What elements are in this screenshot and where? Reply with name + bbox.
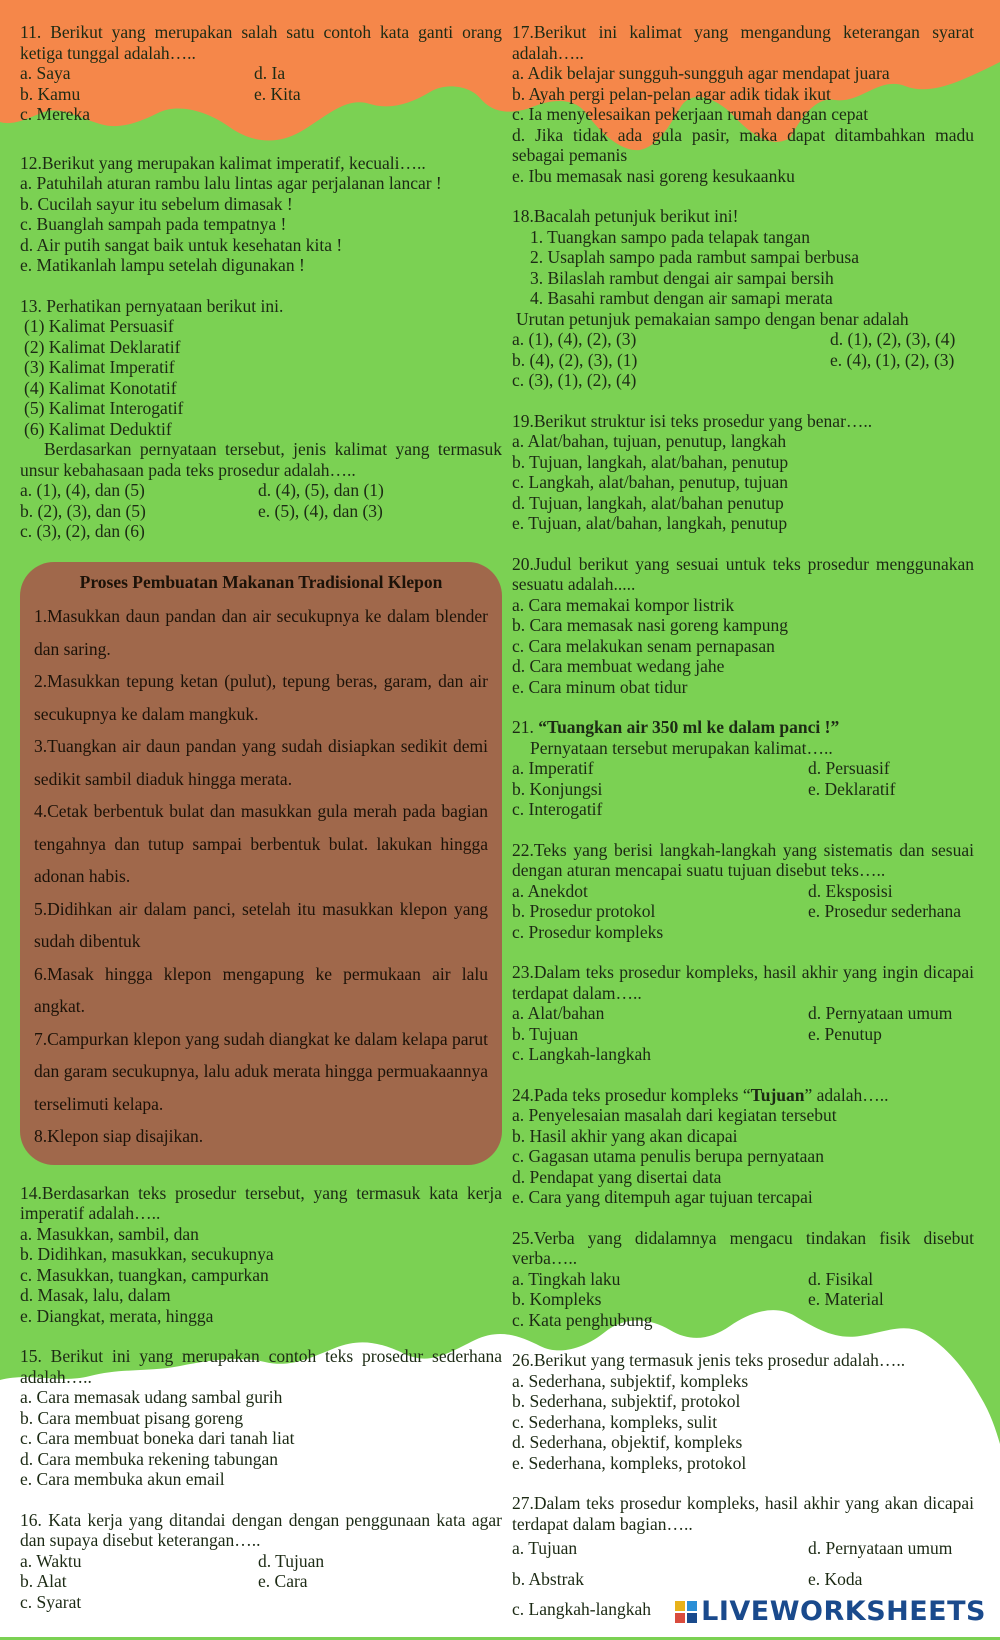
- liveworksheets-logo-icon: [675, 1601, 697, 1623]
- question-18-item: 2. Usaplah sampo pada rambut sampai berbusa: [530, 247, 860, 267]
- question-18-item: 3. Bilaslah rambut dengai air sampai bersih: [530, 267, 834, 288]
- question-23-option-c[interactable]: c. Langkah-langkah: [512, 1044, 651, 1064]
- klepon-step: 2.Masukkan tepung ketan (pulut), tepung beras, garam, dan air secukupnya ke dalam mangkuk.: [34, 671, 488, 724]
- question-17-option-d[interactable]: d. Jika tidak ada gula pasir, maka dapat ditambahkan madu sebagai pemanis: [512, 124, 974, 165]
- question-17-option-a[interactable]: a. Adik belajar sungguh-sungguh agar mendapat juara: [512, 63, 890, 83]
- klepon-step: 4.Cetak berbentuk bulat dan masukkan gula merah pada bagian tengahnya dan tutup sampai berbentuk bulat. lakukan hingga adonan habis.: [34, 801, 488, 886]
- question-11-option-d[interactable]: d. Ia: [254, 63, 286, 83]
- question-20-option-b[interactable]: b. Cara memasak nasi goreng kampung: [512, 615, 789, 635]
- question-13-item: (3) Kalimat Imperatif: [24, 357, 175, 377]
- question-26-option-b[interactable]: b. Sederhana, subjektif, protokol: [512, 1391, 741, 1411]
- right-column: [512, 22, 974, 1640]
- question-13-stem: 13. Perhatikan pernyataan berikut ini.: [20, 295, 284, 316]
- question-17-option-e[interactable]: e. Ibu memasak nasi goreng kesukaanku: [512, 165, 795, 186]
- question-18-option-b[interactable]: b. (4), (2), (3), (1): [512, 349, 638, 370]
- question-22-option-c[interactable]: c. Prosedur kompleks: [512, 921, 664, 942]
- question-13-follow: Berdasarkan pernyataan tersebut, jenis kalimat yang termasuk unsur kebahasaan pada teks prosedur adalah…..: [20, 439, 502, 480]
- question-12-stem: 12.Berikut yang merupakan kalimat imperatif, kecuali…..: [20, 152, 426, 173]
- klepon-step: 1.Masukkan daun pandan dan air secukupnya ke dalam blender dan saring.: [34, 606, 488, 659]
- question-21-option-b[interactable]: b. Konjungsi: [512, 778, 603, 799]
- question-13-option-b[interactable]: b. (2), (3), dan (5): [20, 500, 146, 521]
- question-20-option-e[interactable]: e. Cara minum obat tidur: [512, 676, 688, 697]
- question-14: [20, 1183, 502, 1327]
- klepon-procedure-box: [20, 562, 502, 1165]
- question-14-option-a[interactable]: a. Masukkan, sambil, dan: [20, 1223, 199, 1244]
- question-23-option-d[interactable]: d. Pernyataan umum: [808, 1003, 953, 1023]
- question-24-option-c[interactable]: c. Gagasan utama penulis berupa pernyataan: [512, 1146, 824, 1166]
- question-24-stem-pre: 24.Pada teks prosedur kompleks “: [512, 1084, 751, 1105]
- klepon-step: 3.Tuangkan air daun pandan yang sudah disiapkan sedikit demi sedikit sambil diaduk hingga merata.: [34, 736, 488, 789]
- question-16-option-c[interactable]: c. Syarat: [20, 1591, 82, 1612]
- question-27-option-d[interactable]: d. Pernyataan umum: [808, 1538, 953, 1558]
- question-21-sub: Pernyataan tersebut merupakan kalimat…..: [530, 737, 833, 758]
- question-22-option-a[interactable]: a. Anekdot: [512, 880, 588, 901]
- question-19-stem: 19.Berikut struktur isi teks prosedur yang benar…..: [512, 410, 873, 431]
- question-12-option-a[interactable]: a. Patuhilah aturan rambu lalu lintas agar perjalanan lancar !: [20, 173, 442, 193]
- question-16-stem: 16. Kata kerja yang ditandai dengan dengan penggunaan kata agar dan supaya disebut keterangan…..: [20, 1509, 502, 1550]
- question-21-stem: [512, 717, 974, 738]
- question-23-option-a[interactable]: a. Alat/bahan: [512, 1003, 605, 1023]
- question-19: [512, 411, 974, 534]
- klepon-step: 6.Masak hingga klepon mengapung ke permukaan air lalu angkat.: [34, 963, 488, 1016]
- question-21-option-a[interactable]: a. Imperatif: [512, 758, 594, 778]
- question-13-option-a[interactable]: a. (1), (4), dan (5): [20, 480, 145, 500]
- question-24: [512, 1085, 974, 1208]
- question-19-option-c[interactable]: c. Langkah, alat/bahan, penutup, tujuan: [512, 472, 789, 492]
- question-17: [512, 22, 974, 186]
- klepon-step: 7.Campurkan klepon yang sudah diangkat ke dalam kelapa parut dan garam secukupnya, lalu aduk merata hingga permuakaannya terselimuti kelapa.: [34, 1028, 488, 1114]
- question-14-option-e[interactable]: e. Diangkat, merata, hingga: [20, 1305, 214, 1326]
- question-27-option-a[interactable]: a. Tujuan: [512, 1538, 578, 1558]
- question-21-option-d[interactable]: d. Persuasif: [808, 758, 890, 778]
- question-26: [512, 1350, 974, 1473]
- question-14-option-b[interactable]: b. Didihkan, masukkan, secukupnya: [20, 1244, 274, 1264]
- question-19-option-d[interactable]: d. Tujuan, langkah, alat/bahan penutup: [512, 492, 784, 513]
- question-12-option-b[interactable]: b. Cucilah sayur itu sebelum dimasak !: [20, 193, 293, 214]
- question-18-option-d[interactable]: d. (1), (2), (3), (4): [830, 329, 956, 349]
- liveworksheets-brand[interactable]: [675, 1596, 986, 1627]
- question-26-option-c[interactable]: c. Sederhana, kompleks, sulit: [512, 1411, 718, 1432]
- question-27-stem: 27.Dalam teks prosedur kompleks, hasil akhir yang akan dicapai terdapat dalam bagian…..: [512, 1493, 974, 1534]
- question-23-option-e[interactable]: e. Penutup: [808, 1023, 882, 1044]
- klepon-step: 8.Klepon siap disajikan.: [34, 1126, 204, 1146]
- question-22-option-e[interactable]: e. Prosedur sederhana: [808, 901, 962, 921]
- left-column: [20, 22, 502, 1632]
- question-23-option-b[interactable]: b. Tujuan: [512, 1023, 579, 1044]
- question-15-option-a[interactable]: a. Cara memasak udang sambal gurih: [20, 1387, 283, 1407]
- question-11-option-e[interactable]: e. Kita: [254, 83, 301, 104]
- question-21-quote: “Tuangkan air 350 ml ke dalam panci !”: [538, 717, 840, 737]
- question-25: [512, 1228, 974, 1331]
- question-20-option-d[interactable]: d. Cara membuat wedang jahe: [512, 656, 725, 676]
- question-13-option-e[interactable]: e. (5), (4), dan (3): [258, 500, 383, 521]
- question-11-option-c[interactable]: c. Mereka: [20, 104, 90, 124]
- question-13: [20, 296, 502, 542]
- question-16-option-d[interactable]: d. Tujuan: [258, 1550, 325, 1571]
- question-15-option-d[interactable]: d. Cara membuka rekening tabungan: [20, 1448, 279, 1469]
- question-26-option-a[interactable]: a. Sederhana, subjektif, kompleks: [512, 1370, 749, 1391]
- question-16: [20, 1510, 502, 1613]
- question-21-number: 21.: [512, 717, 539, 737]
- question-13-item: (5) Kalimat Interogatif: [24, 398, 184, 418]
- question-25-option-b[interactable]: b. Kompleks: [512, 1289, 602, 1309]
- question-15-option-c[interactable]: c. Cara membuat boneka dari tanah liat: [20, 1428, 295, 1448]
- question-12-option-d[interactable]: d. Air putih sangat baik untuk kesehatan kita !: [20, 234, 343, 255]
- question-19-option-b[interactable]: b. Tujuan, langkah, alat/bahan, penutup: [512, 451, 789, 472]
- question-13-item: (2) Kalimat Deklaratif: [24, 336, 181, 357]
- question-11-option-b[interactable]: b. Kamu: [20, 83, 81, 104]
- question-18-option-c[interactable]: c. (3), (1), (2), (4): [512, 370, 637, 390]
- question-26-option-d[interactable]: d. Sederhana, objektif, kompleks: [512, 1432, 743, 1452]
- question-26-option-e[interactable]: e. Sederhana, kompleks, protokol: [512, 1452, 747, 1473]
- question-18-option-a[interactable]: a. (1), (4), (2), (3): [512, 329, 637, 349]
- question-19-option-e[interactable]: e. Tujuan, alat/bahan, langkah, penutup: [512, 513, 788, 533]
- question-21-option-e[interactable]: e. Deklaratif: [808, 778, 896, 799]
- question-18-item: 1. Tuangkan sampo pada telapak tangan: [530, 226, 810, 247]
- question-14-option-c[interactable]: c. Masukkan, tuangkan, campurkan: [20, 1264, 269, 1285]
- question-20-option-c[interactable]: c. Cara melakukan senam pernapasan: [512, 635, 775, 656]
- question-12-option-c[interactable]: c. Buanglah sampah pada tempatnya !: [20, 214, 287, 234]
- question-15-stem: 15. Berikut ini yang merupakan contoh teks prosedur sederhana adalah…..: [20, 1346, 502, 1387]
- question-21: [512, 717, 974, 820]
- question-18-stem: 18.Bacalah petunjuk berikut ini!: [512, 206, 739, 226]
- question-24-option-b[interactable]: b. Hasil akhir yang akan dicapai: [512, 1125, 738, 1146]
- question-17-option-c[interactable]: c. Ia menyelesaikan pekerjaan rumah dangan cepat: [512, 104, 869, 124]
- question-13-option-d[interactable]: d. (4), (5), dan (1): [258, 480, 384, 500]
- question-11-stem: 11. Berikut yang merupakan salah satu contoh kata ganti orang ketiga tunggal adalah…..: [20, 22, 502, 63]
- question-24-stem-post: ” adalah…..: [804, 1084, 889, 1105]
- klepon-step: 5.Didihkan air dalam panci, setelah itu masukkan klepon yang sudah dibentuk: [34, 898, 488, 951]
- question-18-option-e[interactable]: e. (4), (1), (2), (3): [830, 349, 955, 370]
- question-18-follow: Urutan petunjuk pemakaian sampo dengan benar adalah: [516, 308, 909, 329]
- question-24-option-e[interactable]: e. Cara yang ditempuh agar tujuan tercapai: [512, 1187, 813, 1207]
- question-23: [512, 962, 974, 1065]
- question-15-option-b[interactable]: b. Cara membuat pisang goreng: [20, 1407, 244, 1428]
- question-25-option-a[interactable]: a. Tingkah laku: [512, 1268, 621, 1289]
- klepon-procedure-title: Proses Pembuatan Makanan Tradisional Klepon: [79, 571, 443, 592]
- question-22-stem: 22.Teks yang berisi langkah-langkah yang sistematis dan sesuai dengan aturan mencapai suatu tujuan disebut teks…..: [512, 839, 974, 880]
- question-25-option-c[interactable]: c. Kata penghubung: [512, 1309, 653, 1330]
- question-15: [20, 1346, 502, 1490]
- question-14-option-d[interactable]: d. Masak, lalu, dalam: [20, 1285, 171, 1305]
- question-13-item: (1) Kalimat Persuasif: [24, 316, 174, 336]
- question-22: [512, 840, 974, 943]
- question-14-stem: 14.Berdasarkan teks prosedur tersebut, yang termasuk kata kerja imperatif adalah…..: [20, 1182, 502, 1223]
- question-26-stem: 26.Berikut yang termasuk jenis teks prosedur adalah…..: [512, 1350, 906, 1370]
- question-18-item: 4. Basahi rambut dengan air samapi merata: [530, 288, 833, 308]
- question-24-option-d[interactable]: d. Pendapat yang disertai data: [512, 1166, 722, 1187]
- question-20-option-a[interactable]: a. Cara memakai kompor listrik: [512, 594, 735, 615]
- question-17-stem: 17.Berikut ini kalimat yang mengandung keterangan syarat adalah…..: [512, 22, 974, 63]
- question-22-option-d[interactable]: d. Eksposisi: [808, 880, 893, 901]
- question-27-option-b[interactable]: b. Abstrak: [512, 1568, 584, 1589]
- question-16-option-e[interactable]: e. Cara: [258, 1571, 308, 1591]
- question-22-option-b[interactable]: b. Prosedur protokol: [512, 901, 656, 921]
- question-11: [20, 22, 502, 125]
- question-16-option-a[interactable]: a. Waktu: [20, 1550, 82, 1571]
- question-12-option-e[interactable]: e. Matikanlah lampu setelah digunakan !: [20, 255, 305, 275]
- question-13-item: (4) Kalimat Konotatif: [24, 377, 177, 398]
- question-25-option-d[interactable]: d. Fisikal: [808, 1268, 874, 1289]
- question-23-stem: 23.Dalam teks prosedur kompleks, hasil akhir yang ingin dicapai terdapat dalam…..: [512, 962, 974, 1003]
- question-13-option-c[interactable]: c. (3), (2), dan (6): [20, 521, 145, 541]
- question-16-option-b[interactable]: b. Alat: [20, 1571, 67, 1591]
- question-24-stem-bold: Tujuan: [750, 1084, 805, 1105]
- question-24-option-a[interactable]: a. Penyelesaian masalah dari kegiatan tersebut: [512, 1105, 837, 1125]
- question-21-option-c[interactable]: c. Interogatif: [512, 799, 603, 819]
- liveworksheets-text: LIVEWORKSHEETS: [701, 1596, 986, 1627]
- question-17-option-b[interactable]: b. Ayah pergi pelan-pelan agar adik tidak ikut: [512, 83, 831, 104]
- question-12: [20, 153, 502, 276]
- question-25-stem: 25.Verba yang didalamnya mengacu tindakan fisik disebut verba…..: [512, 1227, 974, 1268]
- question-27-option-e[interactable]: e. Koda: [808, 1568, 863, 1589]
- question-15-option-e[interactable]: e. Cara membuka akun email: [20, 1469, 225, 1489]
- question-20-stem: 20.Judul berikut yang sesuai untuk teks prosedur menggunakan sesuatu adalah.....: [512, 553, 974, 594]
- question-27-option-c[interactable]: c. Langkah-langkah: [512, 1599, 651, 1619]
- question-24-stem: [512, 1085, 974, 1106]
- question-20: [512, 554, 974, 698]
- question-18: [512, 206, 974, 391]
- question-11-option-a[interactable]: a. Saya: [20, 63, 71, 83]
- question-25-option-e[interactable]: e. Material: [808, 1289, 884, 1309]
- question-13-item: (6) Kalimat Deduktif: [24, 418, 172, 439]
- question-19-option-a[interactable]: a. Alat/bahan, tujuan, penutup, langkah: [512, 431, 787, 451]
